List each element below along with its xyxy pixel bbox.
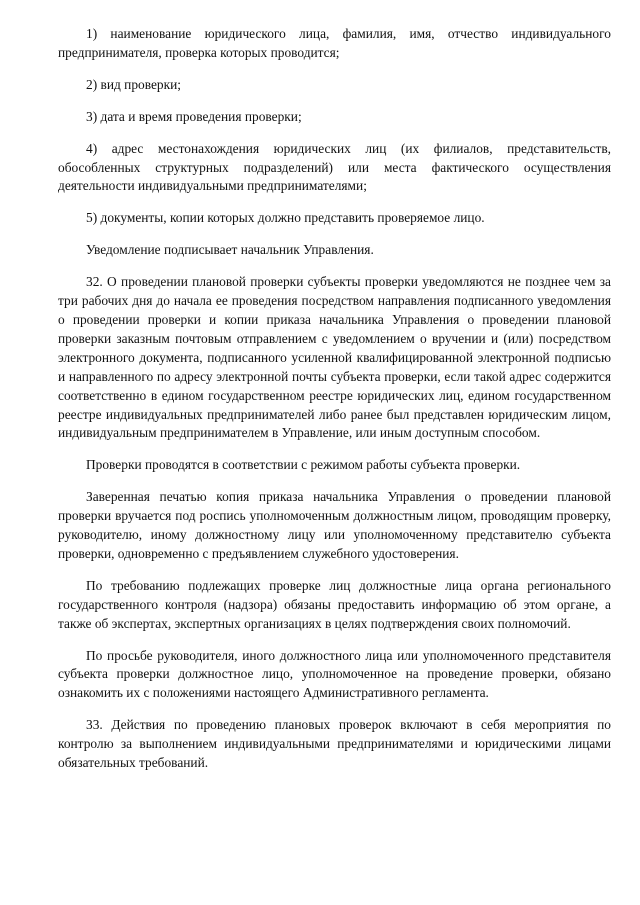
paragraph-clause-33: 33. Действия по проведению плановых проверок включают в себя мероприятия по контролю за выполнением индивидуальными предпринимателями и юридическими лицами обязательных требований. — [58, 717, 611, 771]
document-body — [58, 25, 611, 786]
list-item-1: 1) наименование юридического лица, фамилия, имя, отчество индивидуального предпринимателя, проверка которых проводится; — [58, 26, 611, 60]
paragraph-clause-32: 32. О проведении плановой проверки субъекты проверки уведомляются не позднее чем за три рабочих дня до начала ее проведения посредством направления подписанного уведомления о проведении проверки и копии приказа начальника Управления о проведении плановой проверки заказным почтовым отправлением с уведомлением о вручении и (или) посредством электронного документа, подписанного усиленной квалифицированной электронной подписью и направленного по адресу электронной почты субъекта проверки, если такой адрес содержится соответственно в едином государственном реестре юридических лиц, едином государственном реестре индивидуальных предпринимателей либо ранее был представлен юридическим лицом, индивидуальным предпринимателем в Управление, или иным доступным способом. — [58, 274, 611, 441]
list-item-4: 4) адрес местонахождения юридических лиц (их филиалов, представительств, обособленных структурных подразделений) или места фактического осуществления деятельности индивидуальными предпринимателями; — [58, 140, 611, 194]
paragraph-work-schedule: Проверки проводятся в соответствии с режимом работы субъекта проверки. — [86, 457, 521, 473]
list-item-2: 2) вид проверки; — [86, 76, 181, 92]
paragraph-notice-signer: Уведомление подписывает начальник Управления. — [86, 242, 374, 258]
paragraph-order-copy: Заверенная печатью копия приказа начальника Управления о проведении плановой проверки вручается под роспись уполномоченным должностным лицом, проводящим проверку, руководителю, иному должностному лицу или уполномоченному представителю субъекта проверки, одновременно с предъявлением служебного удостоверения. — [58, 489, 611, 561]
list-item-3: 3) дата и время проведения проверки; — [86, 108, 302, 124]
paragraph-official-info: По требованию подлежащих проверке лиц должностные лица органа регионального государственного контроля (надзора) обязаны предоставить информацию об этом органе, а также об экспертах, экспертных организациях в целях подтверждения своих полномочий. — [58, 577, 611, 631]
paragraph-familiarization: По просьбе руководителя, иного должностного лица или уполномоченного представителя субъекта проверки должностное лицо, уполномоченное на проведение проверки, обязано ознакомить их с положениями настоящего Административного регламента. — [58, 647, 611, 701]
list-item-5: 5) документы, копии которых должно представить проверяемое лицо. — [86, 210, 485, 226]
